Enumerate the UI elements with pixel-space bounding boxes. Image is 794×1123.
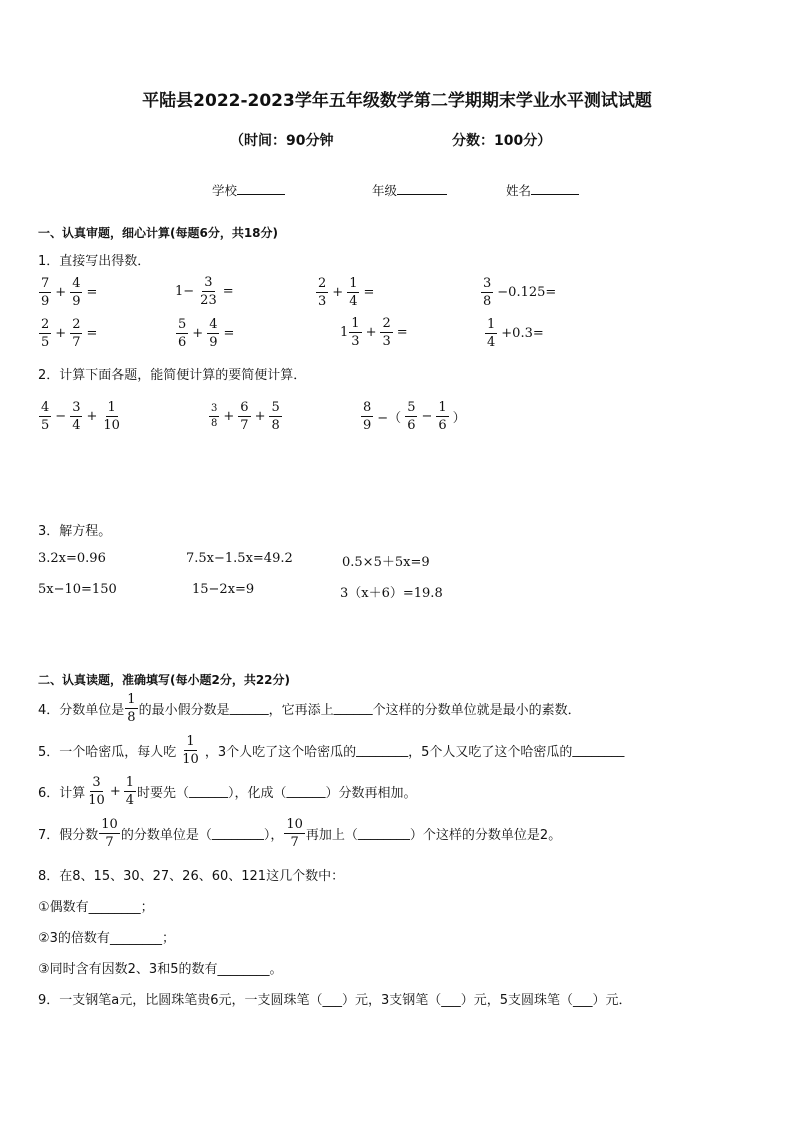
school-label: 学校 [212,183,238,198]
q8-blank-2[interactable]: ________ [109,931,162,946]
q2-expr-3: $\frac{8}{9}$ −（ $\frac{5}{6}$ − $\frac{1}{6}$ ） [363,400,466,433]
q1-item-1: $\frac{7}{9}$ + $\frac{4}{9}$ = [41,276,98,309]
school-field [212,181,285,199]
q7-blank-1[interactable]: ________ [211,826,264,841]
q8-blank-1[interactable]: ________ [88,900,141,915]
q6: 6．计算 $\frac{3}{10}$ + $\frac{1}{4}$ 时要先（ ______ ），化成（ ______ ）分数再相加。 [38,775,417,808]
q9: 9．一支钢笔a元，比圆珠笔贵6元，一支圆珠笔（___）元，3支钢笔（___）元，5支圆珠笔（___）元． [38,993,632,1008]
grade-field [372,181,447,199]
q7-blank-2[interactable]: ________ [357,826,410,841]
exam-time: （时间：90分钟 [230,133,334,149]
q1-item-6: $\frac{5}{6}$ + $\frac{4}{9}$ = [178,317,235,350]
name-blank[interactable] [531,182,579,195]
q5-blank-1[interactable]: ________ [356,743,409,758]
grade-label: 年级 [372,183,398,198]
grade-blank[interactable] [397,182,447,195]
q7: 7．假分数 $\frac{10}{7}$ 的分数单位是（ ________ ）， $\frac{10}{7}$ 再加上（ ________ ）个这样的分数单位是2。 [38,817,562,850]
q8-sub-2: ②3的倍数有________； [38,931,175,946]
q1-item-8: $\frac{1}{4}$ +0.3= [487,317,544,350]
q3-eq-6: 3（x＋6）=19.8 [340,586,443,601]
q3-eq-4: 5x−10=150 [38,582,117,597]
q2-expr-2: $\frac{3}{8}$ + $\frac{6}{7}$ + $\frac{5}{8}$ [211,400,280,433]
q1-item-5: $\frac{2}{5}$ + $\frac{2}{7}$ = [41,317,98,350]
section1-heading: 一、认真审题，细心计算(每题6分，共18分) [38,226,279,240]
q1-item-3: $\frac{2}{3}$ + $\frac{1}{4}$ = [318,276,375,309]
q6-blank-2[interactable]: ______ [286,784,326,799]
q5-blank-2[interactable]: ________ [572,743,625,758]
q8-sub-1: ①偶数有________； [38,900,154,915]
q1-item-2: 1− $\frac{3}{23}$ = [175,275,234,308]
q4-blank-2[interactable]: ______ [333,701,373,716]
q2-label: 2．计算下面各题，能简便计算的要简便计算． [38,368,307,383]
q4-blank-1[interactable]: ______ [229,701,269,716]
q1-label: 1．直接写出得数． [38,254,151,269]
q4: 4．分数单位是 $\frac{1}{8}$ 的最小假分数是 ______ ，它再添上 ______ 个这样的分数单位就是最小的素数． [38,692,581,725]
q6-blank-1[interactable]: ______ [189,784,229,799]
name-label: 姓名 [506,183,532,198]
q1-item-7: 1 $\frac{1}{3}$ + $\frac{2}{3}$ = [340,316,408,349]
q1-item-4: $\frac{3}{8}$ −0.125= [483,276,557,309]
q2-expr-1: $\frac{4}{5}$ − $\frac{3}{4}$ + $\frac{1}{10}$ [41,400,120,433]
q3-eq-1: 3.2x=0.96 [38,551,106,566]
name-field [506,181,579,199]
section2-heading: 二、认真读题，准确填写(每小题2分，共22分) [38,673,291,687]
page-title: 平陆县2022-2023学年五年级数学第二学期期末学业水平测试试题 [142,91,652,111]
q8-sub-3: ③同时含有因数2、3和5的数有________。 [38,962,283,977]
q8-blank-3[interactable]: ________ [217,962,270,977]
q3-label: 3．解方程。 [38,524,112,539]
school-blank[interactable] [237,182,285,195]
exam-score: 分数：100分） [452,133,552,149]
q5: 5．一个哈密瓜，每人吃 $\frac{1}{10}$ ，3个人吃了这个哈密瓜的 ________ ，5个人又吃了这个哈密瓜的 ________ [38,734,625,767]
q3-eq-2: 7.5x−1.5x=49.2 [186,551,293,566]
q8-label: 8．在8、15、30、27、26、60、121这几个数中： [38,869,345,884]
q3-eq-3: 0.5×5＋5x=9 [342,555,430,570]
q3-eq-5: 15−2x=9 [192,582,255,597]
